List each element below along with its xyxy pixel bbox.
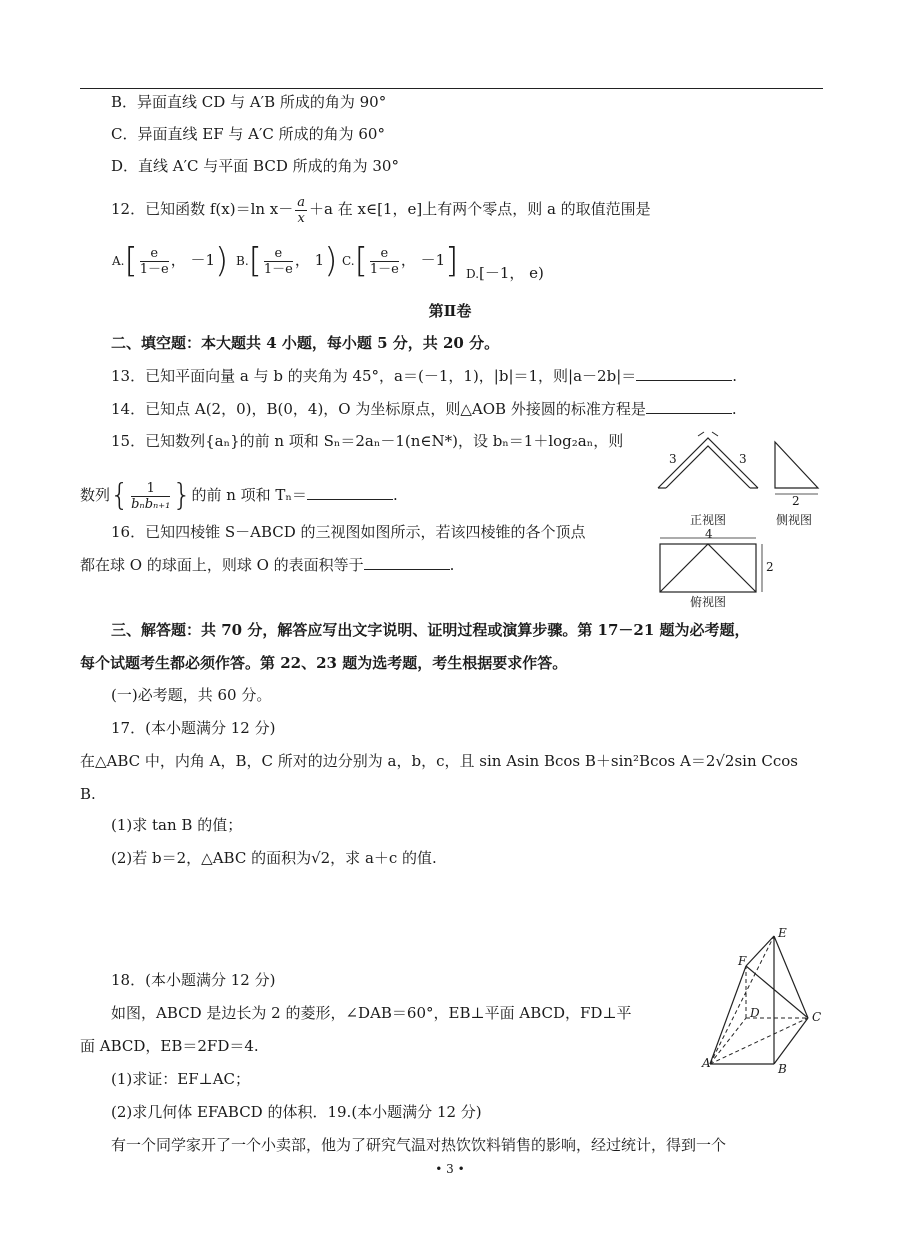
q14: 14．已知点 A(2，0)，B(0，4)，O 为坐标原点，则△AOB 外接圆的标准方程是 . <box>111 400 737 418</box>
vertex-b: B <box>778 1062 787 1076</box>
vertex-e: E <box>778 926 787 940</box>
top-view-width-dim: 4 <box>705 527 713 541</box>
section-3-line2: 每个试题考生都必须作答。第 22、23 题为选考题，考生根据要求作答。 <box>80 654 568 672</box>
q17-line2: B. <box>80 785 96 803</box>
q18-head: 18．(本小题满分 12 分) <box>111 971 276 989</box>
vertex-a: A <box>702 1056 711 1070</box>
q18-line1: 如图，ABCD 是边长为 2 的菱形，∠DAB＝60°，EB⊥平面 ABCD，FD⊥平 <box>111 1004 632 1022</box>
q16-line1: 16．已知四棱锥 S－ABCD 的三视图如图所示，若该四棱锥的各个顶点 <box>111 523 586 541</box>
section-2-heading: 二、填空题：本大题共 4 小题，每小题 5 分，共 20 分。 <box>111 334 500 352</box>
q17-part2: (2)若 b＝2，△ABC 的面积为√2，求 a＋c 的值. <box>111 849 437 867</box>
q18-line2: 面 ABCD，EB＝2FD＝4. <box>80 1037 259 1055</box>
front-view-label: 正视图 <box>690 513 727 527</box>
side-view-label: 侧视图 <box>776 513 813 527</box>
q12-stem-pre: 12．已知函数 f(x)＝ln x－ <box>111 200 294 218</box>
top-view-label: 俯视图 <box>690 595 727 609</box>
vertex-d: D <box>750 1006 760 1020</box>
top-view-height-dim: 2 <box>766 560 774 574</box>
front-view-dim-right: 3 <box>739 452 747 466</box>
q19-line1: 有一个同学家开了一个小卖部，他为了研究气温对热饮饮料销售的影响，经过统计，得到一个 <box>111 1136 727 1154</box>
side-view-dim: 2 <box>792 494 800 508</box>
q11-option-c: C．异面直线 EF 与 A′C 所成的角为 60° <box>111 125 385 143</box>
q12-option-d: D.[－1， e) <box>466 264 544 282</box>
header-rule <box>80 88 823 89</box>
q11-option-d: D．直线 A′C 与平面 BCD 所成的角为 30° <box>111 157 399 175</box>
page-number: • 3 • <box>435 1162 465 1176</box>
vertex-f: F <box>738 954 747 968</box>
q15-line2: 数列{ $\frac{1}{\text{bₙbₙ₊₁}}$ }的前 n 项和 Tₙ＝ . <box>80 478 398 513</box>
q17-part1: (1)求 tan B 的值； <box>111 816 243 834</box>
section-3-line1: 三、解答题：共 70 分，解答应写出文字说明、证明过程或演算步骤。第 17－21 题为必考题， <box>111 621 750 639</box>
front-view-dim-left: 3 <box>669 452 677 466</box>
q17-line1: 在△ABC 中，内角 A，B，C 所对的边分别为 a，b，c，且 sin Asin Bcos B＋sin²Bcos A＝2√2sin Ccos <box>80 752 798 770</box>
q15-answer-blank[interactable] <box>307 485 393 500</box>
q17-head: 17．(本小题满分 12 分) <box>111 719 276 737</box>
q15-line1: 15．已知数列{aₙ}的前 n 项和 Sₙ＝2aₙ－1(n∈N*)，设 bₙ＝1＋log₂aₙ，则 <box>111 432 624 450</box>
q16-line2: 都在球 O 的球面上，则球 O 的表面积等于 . <box>80 556 455 574</box>
q12-stem <box>111 192 651 226</box>
part-title: 第Ⅱ卷 <box>428 302 472 320</box>
q12-option-b: B.[ $\frac{e}{1-e}$ ， 1) <box>236 241 338 281</box>
q12-fraction: $\frac{a}{x}$ <box>297 194 306 226</box>
three-views-figure <box>650 430 830 610</box>
q12-stem-post: ＋a 在 x∈[1，e]上有两个零点，则 a 的取值范围是 <box>309 200 651 218</box>
solid-figure <box>700 926 830 1076</box>
q13: 13．已知平面向量 a 与 b 的夹角为 45°，a＝(－1，1)，|b|＝1，则|a－2b|＝ . <box>111 367 738 385</box>
q16-answer-blank[interactable] <box>364 555 450 570</box>
q18-part2: (2)求几何体 EFABCD 的体积．19.(本小题满分 12 分) <box>111 1103 482 1121</box>
q12-option-a: A.[ $\frac{e}{1-e}$ ， －1) <box>112 241 229 281</box>
required-heading: (一)必考题，共 60 分。 <box>111 686 272 704</box>
q18-part1: (1)求证：EF⊥AC； <box>111 1070 251 1088</box>
vertex-c: C <box>812 1010 822 1024</box>
q13-answer-blank[interactable] <box>636 366 732 381</box>
q11-option-b: B．异面直线 CD 与 A′B 所成的角为 90° <box>111 93 387 111</box>
q14-answer-blank[interactable] <box>646 399 732 414</box>
solid-drawing <box>700 926 830 1076</box>
q12-option-c: C.[ $\frac{e}{1-e}$ ， －1] <box>342 241 459 281</box>
